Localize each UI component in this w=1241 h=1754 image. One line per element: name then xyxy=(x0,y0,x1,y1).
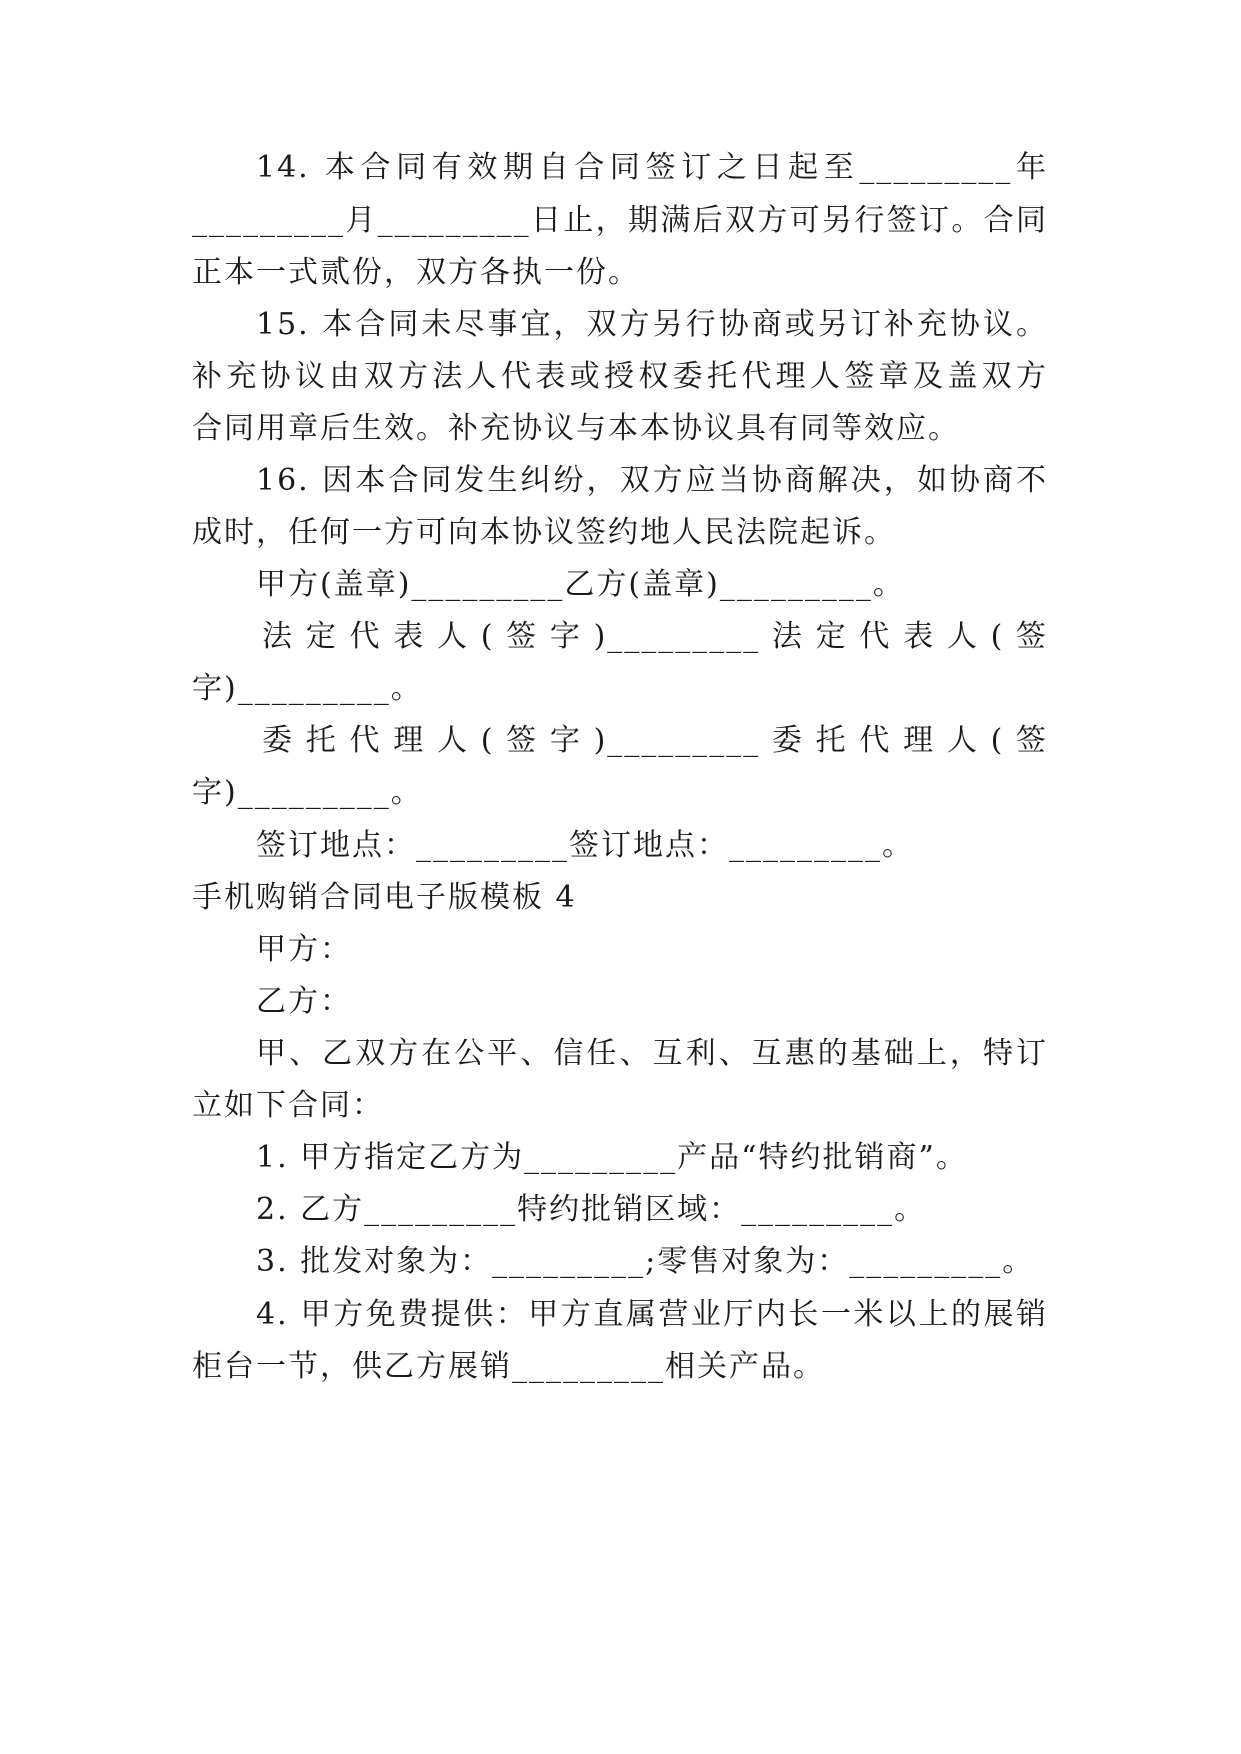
seal-line: 甲方(盖章)_________乙方(盖章)_________。 xyxy=(256,567,905,602)
clause-4-line-2: 柜台一节，供乙方展销_________相关产品。 xyxy=(192,1349,825,1384)
section-heading: 手机购销合同电子版模板 4 xyxy=(192,880,577,915)
clause-3: 3. 批发对象为：_________;零售对象为：_________。 xyxy=(256,1244,1035,1279)
clause-15-line-3: 合同用章后生效。补充协议与本本协议具有同等效应。 xyxy=(192,411,960,446)
agent-line-2: 字)_________。 xyxy=(192,775,423,810)
signing-place-line: 签订地点：_________签订地点：_________。 xyxy=(256,828,914,863)
clause-4-line-1: 4. 甲方免费提供：甲方直属营业厅内长一米以上的展销 xyxy=(256,1297,1048,1332)
clause-14-line-2: _________月_________日止，期满后双方可另行签订。合同 xyxy=(192,203,1048,238)
preamble-line-2: 立如下合同： xyxy=(192,1088,384,1123)
legal-rep-line-1: 法 定 代 表 人 ( 签 字 )_________ 法 定 代 表 人 ( 签 xyxy=(262,619,1048,654)
agent-line-1: 委 托 代 理 人 ( 签 字 )_________ 委 托 代 理 人 ( 签 xyxy=(262,723,1048,758)
party-a-label: 甲方： xyxy=(256,932,352,967)
clause-14-line-3: 正本一式贰份，双方各执一份。 xyxy=(192,255,640,290)
clause-15-line-2: 补充协议由双方法人代表或授权委托代理人签章及盖双方 xyxy=(192,359,1048,394)
clause-15-line-1: 15. 本合同未尽事宜，双方另行协商或另订补充协议。 xyxy=(256,307,1048,342)
clause-14-line-1: 14. 本合同有效期自合同签订之日起至_________年 xyxy=(256,150,1048,185)
party-b-label: 乙方： xyxy=(256,984,352,1019)
legal-rep-line-2: 字)_________。 xyxy=(192,671,423,706)
clause-2: 2. 乙方_________特约批销区域：_________。 xyxy=(256,1192,927,1227)
clause-1: 1. 甲方指定乙方为_________产品“特约批销商”。 xyxy=(256,1140,968,1175)
clause-16-line-2: 成时，任何一方可向本协议签约地人民法院起诉。 xyxy=(192,515,896,550)
preamble-line-1: 甲、乙双方在公平、信任、互利、互惠的基础上，特订 xyxy=(256,1036,1048,1071)
clause-16-line-1: 16. 因本合同发生纠纷，双方应当协商解决，如协商不 xyxy=(256,463,1048,498)
